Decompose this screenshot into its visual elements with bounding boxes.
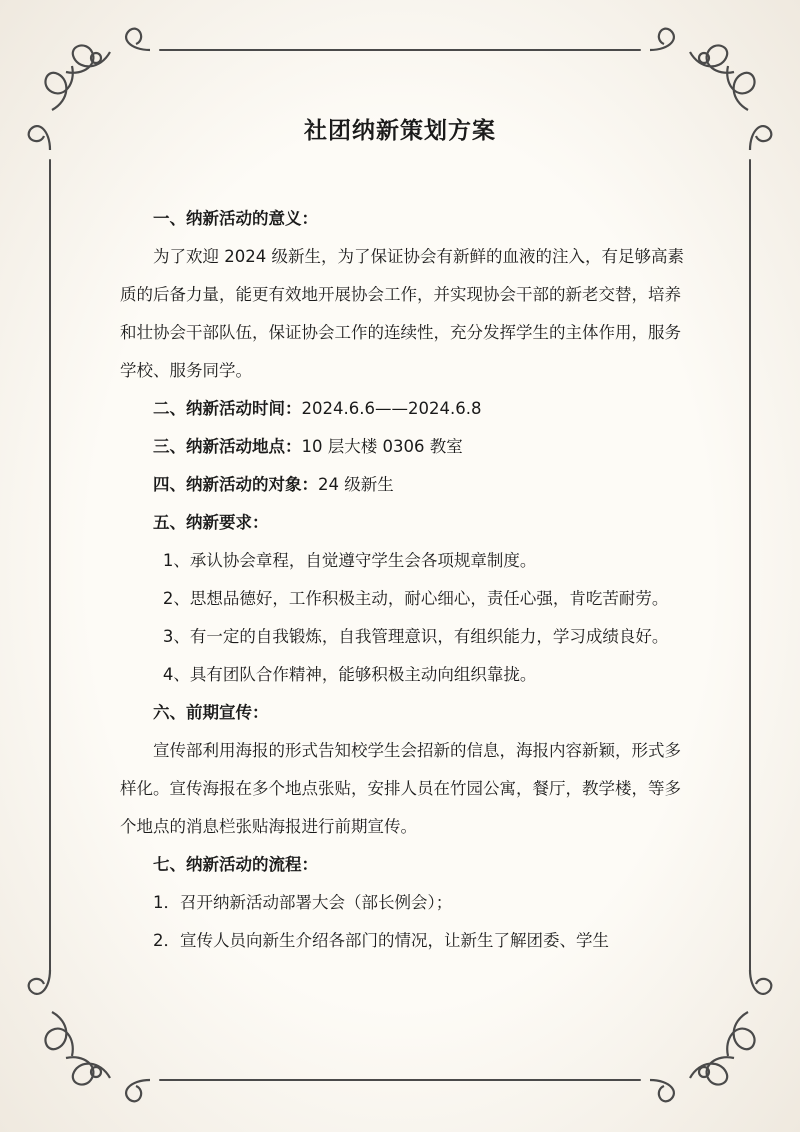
corner-ornament-bottom-left-icon (29, 970, 150, 1101)
page-title: 社团纳新策划方案 (304, 118, 496, 144)
corner-ornament-bottom-right-icon (650, 970, 771, 1101)
section-2-line (120, 390, 685, 428)
section-7-heading: 七、纳新活动的流程： (153, 855, 318, 874)
section-3-value: 10 层大楼 0306 教室 (301, 437, 463, 456)
section-6-text: 宣传部利用海报的形式告知校学生会招新的信息，海报内容新颖，形式多样化。宣传海报在多个地点张贴，安排人员在竹园公寓，餐厅，教学楼，等多个地点的消息栏张贴海报进行前期宣传。 (120, 741, 681, 836)
section-4-value: 24 级新生 (318, 475, 394, 494)
section-4-line (120, 466, 685, 504)
section-6-heading: 六、前期宣传： (153, 703, 269, 722)
requirement-2: 2、思想品德好，工作积极主动，耐心细心，责任心强，肯吃苦耐劳。 (162, 589, 669, 608)
flow-step-1: 1．召开纳新活动部署大会（部长例会）； (153, 893, 453, 912)
section-1-text: 为了欢迎 2024 级新生，为了保证协会有新鲜的血液的注入，有足够高素质的后备力量，能更有效地开展协会工作，并实现协会干部的新老交替，培养和壮协会干部队伍，保证协会工作的连续性，充分发挥学生的主体作用，服务学校、服务同学。 (120, 247, 684, 380)
section-3-line (120, 428, 685, 466)
requirement-4: 4、具有团队合作精神，能够积极主动向组织靠拢。 (162, 665, 537, 684)
document-body (120, 200, 685, 960)
requirement-1: 1、承认协会章程，自觉遵守学生会各项规章制度。 (162, 551, 537, 570)
section-2-value: 2024.6.6——2024.6.8 (301, 399, 482, 418)
section-5-heading: 五、纳新要求： (153, 513, 269, 532)
section-3-label: 三、纳新活动地点： (153, 437, 302, 456)
flow-step-2: 2．宣传人员向新生介绍各部门的情况，让新生了解团委、学生 (153, 931, 609, 950)
section-1-heading: 一、纳新活动的意义： (153, 209, 318, 228)
section-2-label: 二、纳新活动时间： (153, 399, 302, 418)
requirement-3: 3、有一定的自我锻炼，自我管理意识，有组织能力，学习成绩良好。 (162, 627, 669, 646)
section-4-label: 四、纳新活动的对象： (153, 475, 318, 494)
